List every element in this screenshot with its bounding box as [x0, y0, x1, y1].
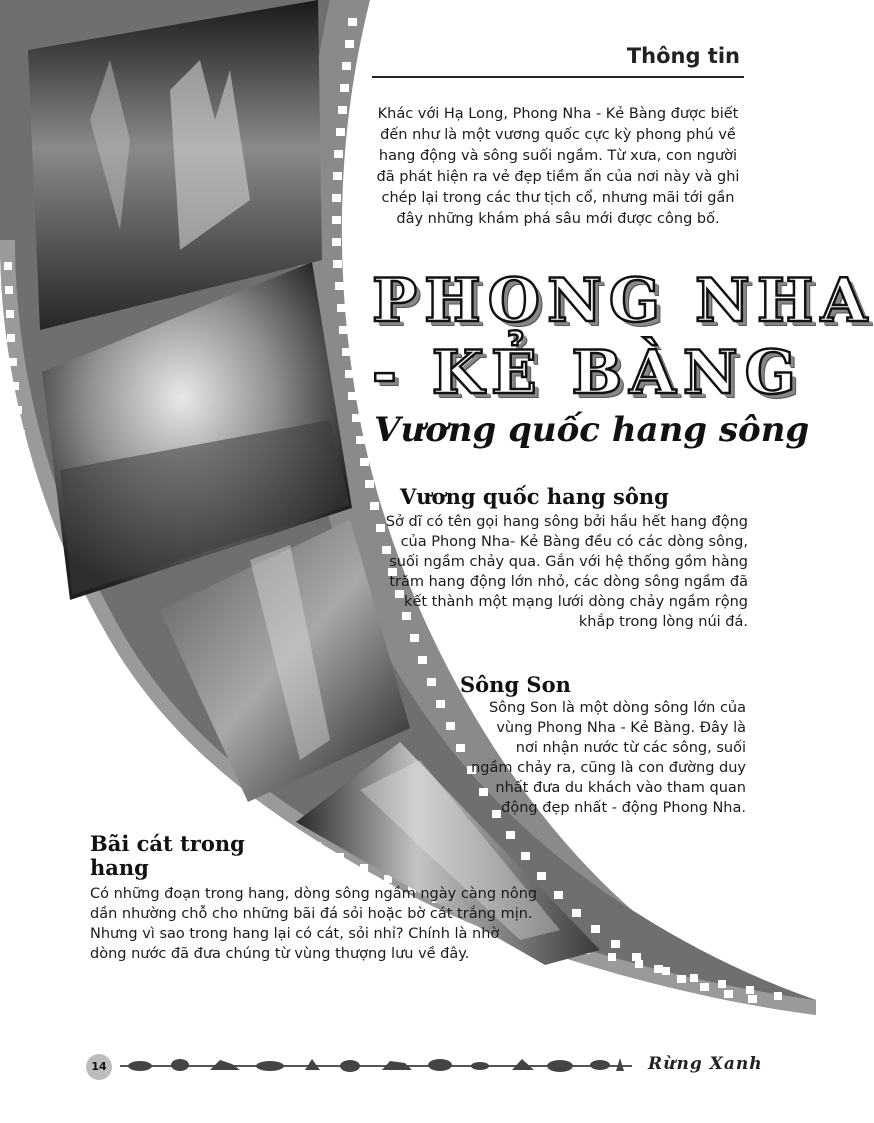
animal-silhouette-band-icon	[120, 1056, 632, 1076]
section-label: Thông tin	[626, 44, 740, 68]
title-line-2: - KẺ BÀNG	[372, 338, 803, 408]
heading-song-son: Sông Son	[460, 672, 571, 697]
heading-vuong-quoc-hang-song: Vương quốc hang sông	[400, 484, 669, 509]
body-vuong-quoc-hang-song: Sở dĩ có tên gọi hang sông bởi hầu hết hang động của Phong Nha- Kẻ Bàng đều có các dòng sông, suối ngầm chảy qua. Gắn với hệ thống gồm hàng trăm hang động lớn nhỏ, các dòng sông ngầm đã kết thành một mạng lưới dòng chảy ngầm rộng khắp trong lòng núi đá.	[385, 514, 748, 630]
body-song-son: Sông Son là một dòng sông lớn của vùng Phong Nha - Kẻ Bàng. Đây là nơi nhận nước từ các sông, suối ngầm chảy ra, cũng là con đường duy nhất đưa du khách vào tham quan động đẹp nhất - động Phong Nha.	[471, 700, 746, 816]
heading-bai-cat-trong-hang: Bãi cát trong hang	[90, 831, 245, 880]
subtitle: Vương quốc hang sông	[374, 410, 810, 450]
header-rule	[372, 76, 744, 78]
body-bai-cat-trong-hang: Có những đoạn trong hang, dòng sông ngầm ngày càng nông dần nhường chỗ cho những bãi đá sỏi hoặc bờ cát trắng mịn. Nhưng vì sao trong hang lại có cát, sỏi nhỉ? Chính là nhờ dòng nước đã đưa chúng từ vùng thượng lưu về đây.	[90, 886, 538, 962]
intro-paragraph: Khác với Hạ Long, Phong Nha - Kẻ Bàng được biết đến như là một vương quốc cực kỳ phong phú về hang động và sông suối ngầm. Từ xưa, con người đã phát hiện ra vẻ đẹp tiềm ẩn của nơi này và ghi chép lại trong các thư tịch cổ, nhưng mãi tới gần đây những khám phá sâu mới được công bố.	[376, 106, 740, 227]
magazine-brand: Rừng Xanh	[648, 1054, 763, 1074]
page-number: 14	[86, 1054, 112, 1080]
title-line-1: PHONG NHA	[372, 266, 874, 336]
